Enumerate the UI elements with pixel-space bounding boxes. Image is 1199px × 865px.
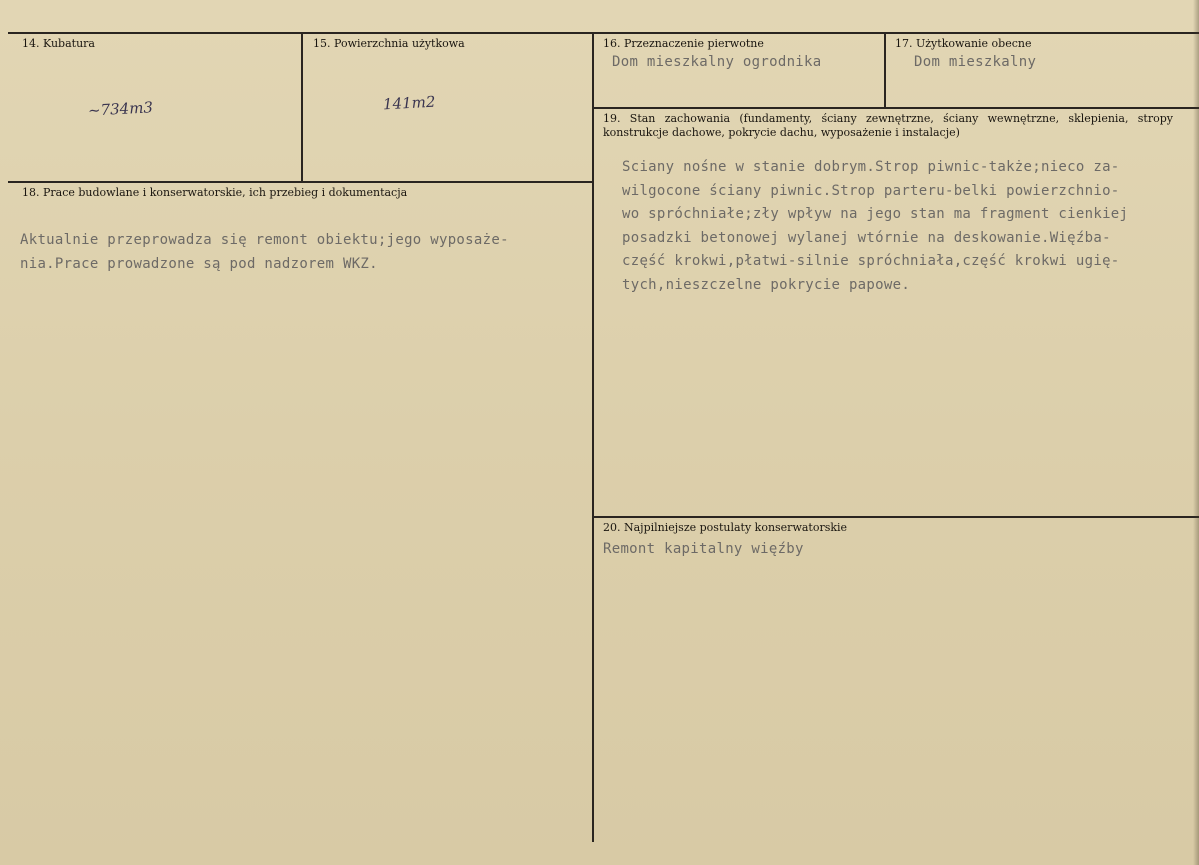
field-19-line: tych,nieszczelne pokrycie papowe. xyxy=(622,276,911,293)
field-15-value: 141m2 xyxy=(382,92,436,114)
field-14-label: 14. Kubatura xyxy=(22,37,95,50)
field-19-line: Sciany nośne w stanie dobrym.Strop piwnic-także;nieco za- xyxy=(622,159,1120,175)
divider-14-15 xyxy=(301,32,303,182)
rule-left-mid xyxy=(8,181,592,183)
card-edge-shadow xyxy=(1193,0,1199,865)
field-19-line: wilgocone ściany piwnic.Strop parteru-belki powierzchnio- xyxy=(622,182,1120,199)
divider-16-17 xyxy=(884,32,886,108)
field-19-label: 19. Stan zachowania (fundamenty, ściany zewnętrzne, ściany wewnętrzne, sklepienia, stropy konstrukcje dachowe, pokrycie dachu, wyposażenie i instalacje) xyxy=(603,112,1173,139)
field-20-label: 20. Najpilniejsze postulaty konserwatorskie xyxy=(603,521,848,534)
field-18-line: Aktualnie przeprowadza się remont obiektu;jego wyposaże- xyxy=(20,232,509,248)
field-19-line: wo spróchniałe;zły wpływ na jego stan ma fragment cienkiej xyxy=(622,206,1129,222)
rule-right-16-17 xyxy=(594,107,1199,109)
field-15-label: 15. Powierzchnia użytkowa xyxy=(313,37,465,50)
field-19-text xyxy=(622,156,1128,297)
field-19-line: część krokwi,płatwi-silnie spróchniała,część krokwi ugię- xyxy=(622,253,1120,269)
field-20-value: Remont kapitalny więźby xyxy=(603,541,804,557)
field-19-line: posadzki betonowej wylanej wtórnie na deskowanie.Więźba- xyxy=(622,229,1111,246)
field-18-text xyxy=(20,229,509,276)
top-rule xyxy=(8,32,1199,34)
field-17-value: Dom mieszkalny xyxy=(914,54,1037,70)
field-17-label: 17. Użytkowanie obecne xyxy=(895,37,1032,50)
field-16-value: Dom mieszkalny ogrodnika xyxy=(612,54,822,70)
field-18-label: 18. Prace budowlane i konserwatorskie, ich przebieg i dokumentacja xyxy=(22,186,408,199)
divider-center xyxy=(592,32,594,842)
field-14-value: ~734m3 xyxy=(87,98,154,120)
field-16-label: 16. Przeznaczenie pierwotne xyxy=(603,37,764,50)
rule-right-19-20 xyxy=(594,516,1199,518)
field-18-line: nia.Prace prowadzone są pod nadzorem WKZ. xyxy=(20,255,378,272)
